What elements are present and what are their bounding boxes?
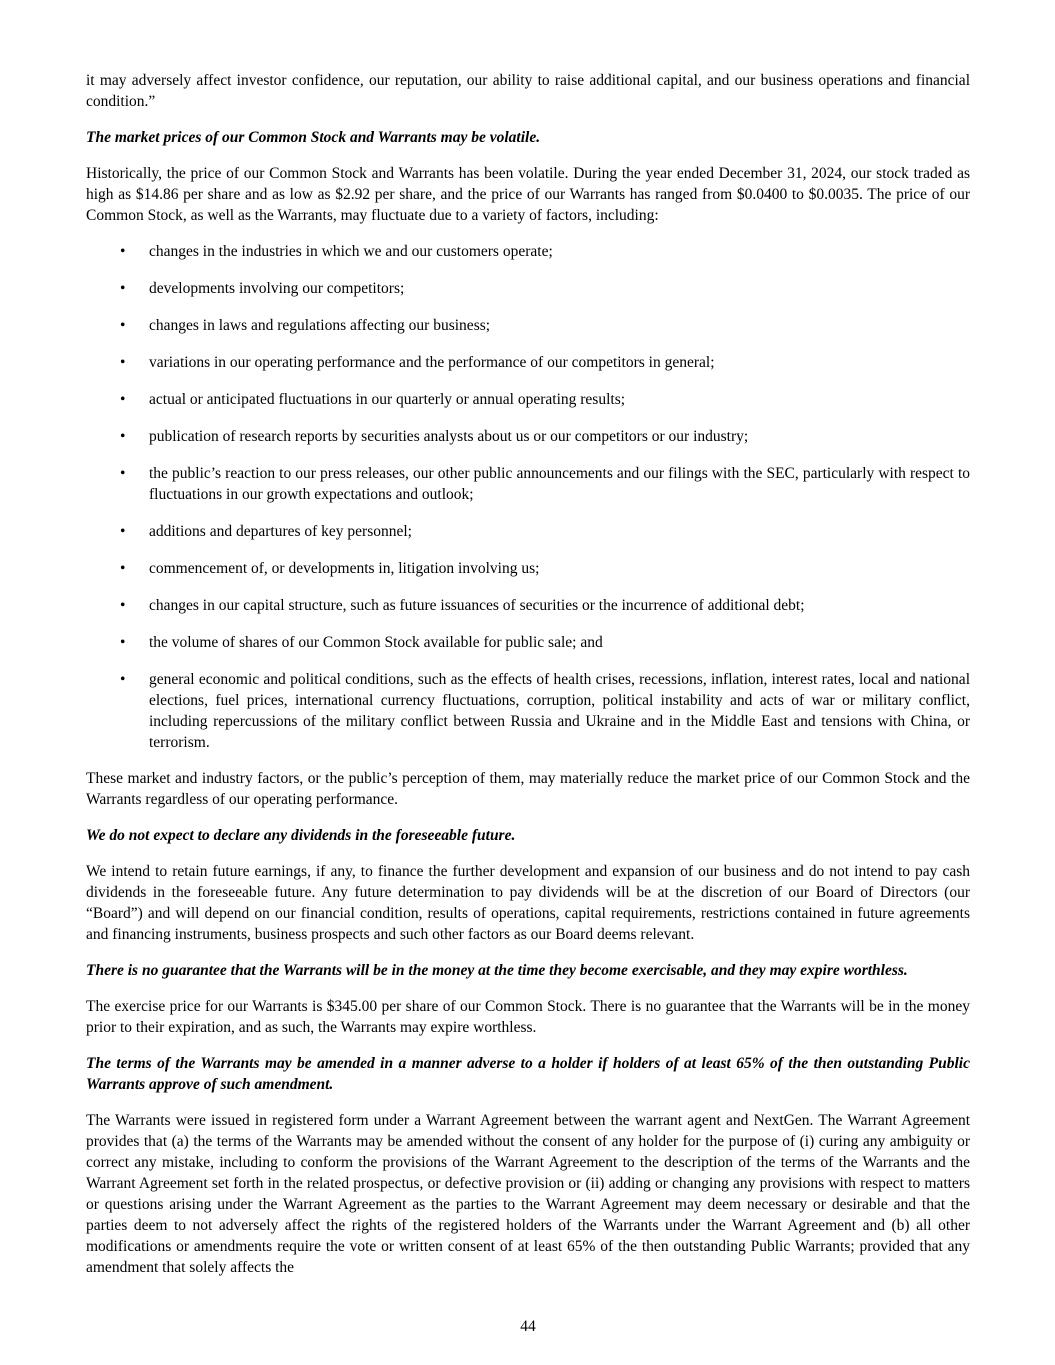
list-item-text: changes in laws and regulations affecting our business; [149,317,491,334]
bullet-icon: • [120,671,126,688]
list-item-text: changes in the industries in which we and our customers operate; [149,243,553,260]
paragraph-warrant-agreement: The Warrants were issued in registered form under a Warrant Agreement between the warrant agent and NextGen. The Warrant Agreement provides that (a) the terms of the Warrants may be amended without the consent of any holder for the purpose of (i) curing any ambiguity or correct any mistake, including to conform the provisions of the Warrant Agreement to the description of the terms of the Warrants and the Warrant Agreement set forth in the related prospectus, or defective provision or (ii) adding or changing any provisions with respect to matters or questions arising under the Warrant Agreement as the parties to the Warrant Agreement may deem necessary or desirable and that the parties deem to not adversely affect the rights of the registered holders of the Warrants under the Warrant Agreement and (b) all other modifications or amendments require the vote or written consent of at least 65% of the then outstanding Public Warrants; provided that any amendment that solely affects the [86,1112,970,1276]
list-item [86,278,970,299]
bullet-icon: • [120,560,126,577]
list-item-text: variations in our operating performance and the performance of our competitors in general; [149,354,715,371]
section-heading-warrants-in-money: There is no guarantee that the Warrants will be in the money at the time they become exercisable, and they may expire worthless. [86,962,908,979]
bullet-icon: • [120,317,126,334]
risk-factors-list [86,241,970,753]
list-item-text: additions and departures of key personnel; [149,523,412,540]
bullet-icon: • [120,523,126,540]
bullet-icon: • [120,634,126,651]
intro-paragraph: it may adversely affect investor confidence, our reputation, our ability to raise additional capital, and our business operations and financial condition.” [86,72,970,110]
bullet-icon: • [120,465,126,482]
paragraph-exercise-price: The exercise price for our Warrants is $345.00 per share of our Common Stock. There is no guarantee that the Warrants will be in the money prior to their expiration, and as such, the Warrants may expire worthless. [86,998,970,1036]
list-item-text: general economic and political conditions, such as the effects of health crises, recessions, inflation, interest rates, local and national elections, fuel prices, international currency fluctuations, corruption, political instability and acts of war or military conflict, including repercussions of the military conflict between Russia and Ukraine and in the Middle East and tensions with China, or terrorism. [149,671,970,751]
bullet-icon: • [120,243,126,260]
list-item [86,669,970,753]
section-heading-dividends: We do not expect to declare any dividends in the foreseeable future. [86,827,516,844]
list-item-text: developments involving our competitors; [149,280,405,297]
list-item [86,463,970,505]
page-content [86,70,970,1293]
list-item [86,241,970,262]
list-item-text: publication of research reports by securities analysts about us or our competitors or our industry; [149,428,749,445]
list-item [86,352,970,373]
bullet-icon: • [120,354,126,371]
paragraph-dividends: We intend to retain future earnings, if any, to finance the further development and expansion of our business and do not intend to pay cash dividends in the foreseeable future. Any future determination to pay dividends will be at the discretion of our Board of Directors (our “Board”) and will depend on our financial condition, results of operations, capital requirements, restrictions contained in future agreements and financing instruments, business prospects and such other factors as our Board deems relevant. [86,863,970,943]
paragraph-market-factors: These market and industry factors, or the public’s perception of them, may materially reduce the market price of our Common Stock and the Warrants regardless of our operating performance. [86,770,970,808]
bullet-icon: • [120,280,126,297]
list-item-text: the public’s reaction to our press releases, our other public announcements and our filings with the SEC, particularly with respect to fluctuations in our growth expectations and outlook; [149,465,970,503]
list-item [86,632,970,653]
section-heading-market-prices: The market prices of our Common Stock and Warrants may be volatile. [86,129,541,146]
list-item [86,315,970,336]
list-item-text: the volume of shares of our Common Stock available for public sale; and [149,634,603,651]
section-heading-warrant-amendment: The terms of the Warrants may be amended in a manner adverse to a holder if holders of at least 65% of the then outstanding Public Warrants approve of such amendment. [86,1055,970,1093]
list-item [86,521,970,542]
page-number: 44 [520,1318,536,1335]
bullet-icon: • [120,597,126,614]
list-item-text: changes in our capital structure, such as future issuances of securities or the incurrence of additional debt; [149,597,805,614]
list-item [86,426,970,447]
list-item [86,558,970,579]
list-item [86,595,970,616]
list-item-text: commencement of, or developments in, litigation involving us; [149,560,540,577]
list-item [86,389,970,410]
list-item-text: actual or anticipated fluctuations in our quarterly or annual operating results; [149,391,626,408]
bullet-icon: • [120,428,126,445]
bullet-icon: • [120,391,126,408]
paragraph-stock-volatility: Historically, the price of our Common Stock and Warrants has been volatile. During the year ended December 31, 2024, our stock traded as high as $14.86 per share and as low as $2.92 per share, and the price of our Warrants has ranged from $0.0400 to $0.0035. The price of our Common Stock, as well as the Warrants, may fluctuate due to a variety of factors, including: [86,165,970,224]
